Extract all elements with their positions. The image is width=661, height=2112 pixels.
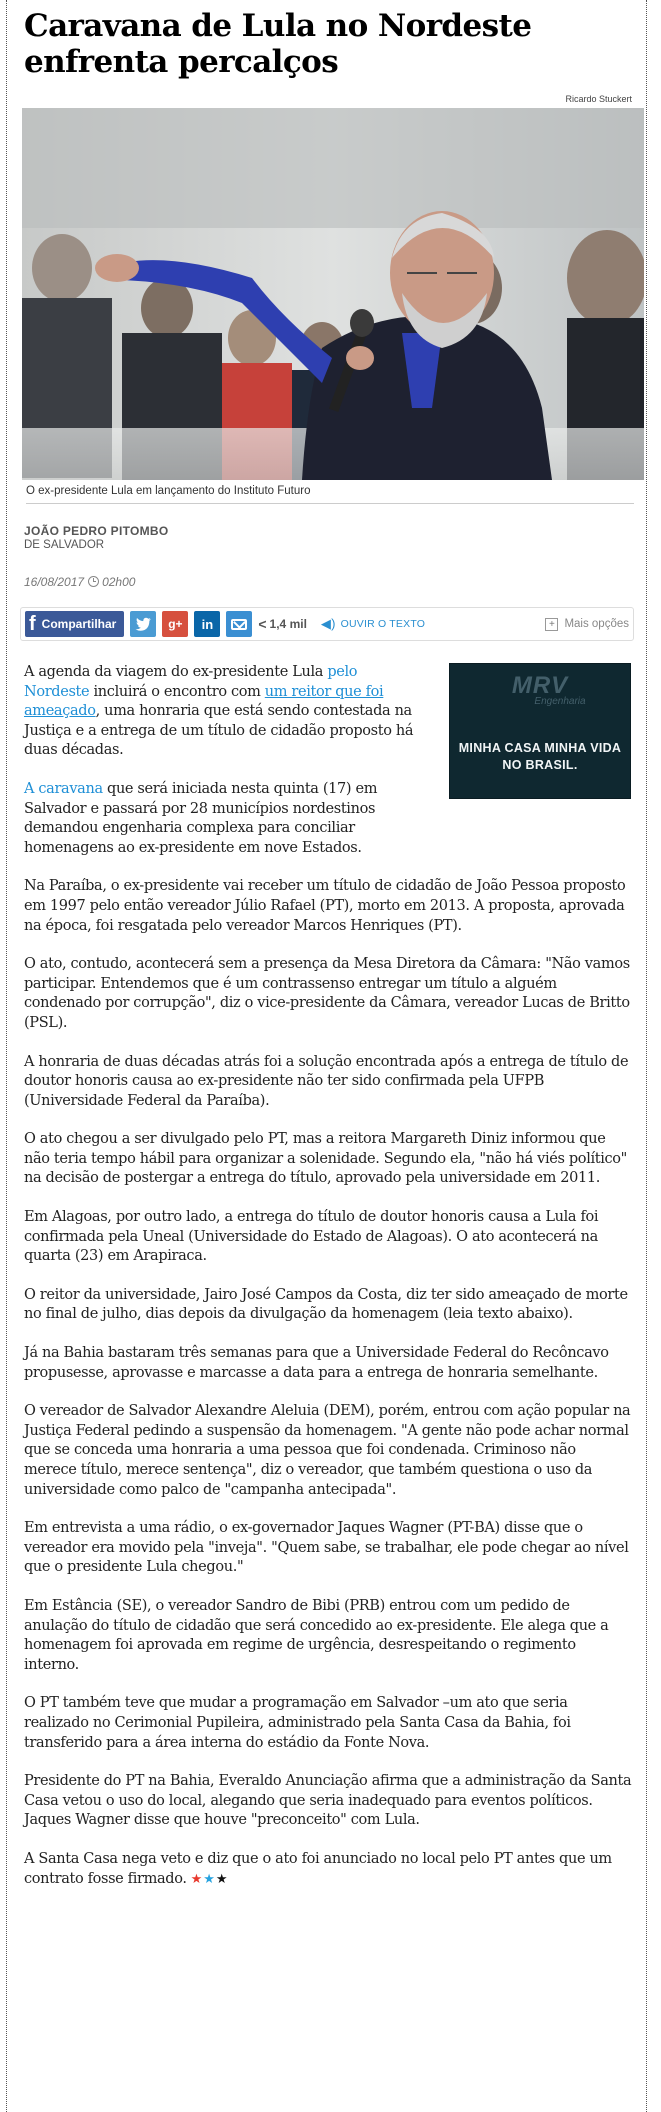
last-paragraph-text: A Santa Casa nega veto e diz que o ato foi anunciado no local pelo PT antes que um contrato fosse firmado. [24,1850,612,1887]
photo-illustration [22,108,644,480]
article-paragraph: Em entrevista a uma rádio, o ex-governador Jaques Wagner (PT-BA) disse que o vereador era movido pela "inveja". "Quem sabe, se trabalhar, ele pode chegar ao nível que o presidente Lula chegou." [24,1520,629,1576]
email-share-button[interactable] [226,611,252,637]
article-paragraph: O ato chegou a ser divulgado pelo PT, mas a reitora Margareth Diniz informou que não teria tempo hábil para organizar a solenidade. Segundo ela, "não há viés político" na decisão de postergar a entrega do título, aprovado pela universidade em 2011. [24,1131,628,1187]
link-a-caravana[interactable]: A caravana [24,780,103,797]
link-pelo-nordeste[interactable]: pelo Nordeste [24,664,358,700]
photo-caption: O ex-presidente Lula em lançamento do Instituto Futuro [26,485,634,504]
headline: Caravana de Lula no Nordeste enfrenta percalços [24,8,532,80]
article-paragraph: O reitor da universidade, Jairo José Campos da Costa, diz ter sido ameaçado de morte no final de julho, dias depois da divulgação da homenagem (leia texto abaixo). [24,1286,628,1323]
article-paragraph: A honraria de duas décadas atrás foi a solução encontrada após a entrega de título de doutor honoris causa ao ex-presidente não ter sido confirmada pela UFPB (Universidade Federal da Paraíba). [24,1053,629,1109]
paragraph-text: que será iniciada nesta quinta (17) em Salvador e passará por 28 municípios nordestinos demandou engenharia complexa para conciliar homenagens ao ex-presidente em nove Estados. [24,780,378,856]
twitter-share-button[interactable] [130,611,156,637]
facebook-share-button[interactable] [25,611,124,637]
ad-logo: MRV [511,672,569,699]
share-count-value: 1,4 mil [269,617,307,631]
plus-icon: + [545,618,558,631]
share-icon: < [258,616,267,632]
article-body [24,663,632,1889]
speaker-icon: ◀) [320,616,336,631]
google-plus-share-button[interactable] [162,611,188,637]
article-paragraph [24,780,424,858]
link-reitor-ameacado[interactable]: um reitor que foi ameaçado [24,683,384,720]
article-paragraph: O vereador de Salvador Alexandre Aleluia (DEM), porém, entrou com ação popular na Justiça Federal pedindo a suspensão da homenagem. "A gente não pode achar normal que se conceda uma honraria a uma pessoa que foi condenada. Criminoso não merece título, merece sentença", diz o vereador, que também questiona o uso da universidade como palco de "campanha antecipada". [24,1403,631,1498]
article-paragraph [24,663,424,761]
publish-datetime [24,575,632,589]
author-name[interactable]: JOÃO PEDRO PITOMBO [24,524,169,538]
article-photo [22,108,644,480]
star-blue-icon: ★ [203,1871,216,1887]
article-paragraph: Já na Bahia bastaram três semanas para que a Universidade Federal do Recôncavo propusesse, aprovasse e marcasse a data para a entrega de honraria semelhante. [24,1345,609,1381]
star-red-icon: ★ [190,1871,204,1887]
article-paragraph [24,1850,632,1889]
google-plus-icon: g+ [168,617,183,631]
twitter-icon [135,617,151,631]
article-page [6,0,647,2112]
article-paragraph: O PT também teve que mudar a programação em Salvador –um ato que seria realizado no Cerimonial Pupileira, administrado pela Santa Casa da Bahia, foi transferido para a área interna do estádio da Fonte Nova. [24,1695,571,1751]
byline [24,524,632,551]
paragraph-text: , uma honraria que está sendo contestada na Justiça e a entrega de um título de cidadão proposto há duas décadas. [24,703,414,759]
article-paragraph: Presidente do PT na Bahia, Everaldo Anunciação afirma que a administração da Santa Casa vetou o uso do local, alegando que seria inadequado para eventos políticos. Jaques Wagner disse que houve "preconceito" com Lula. [24,1773,632,1829]
share-bar [20,607,634,641]
photo-credit: Ricardo Stuckert [565,94,632,104]
paragraph-text: A agenda da viagem do ex-presidente Lula [24,664,328,680]
publish-time: 02h00 [102,575,136,589]
facebook-icon: f [29,612,36,635]
facebook-share-label: Compartilhar [41,617,117,631]
listen-button[interactable] [321,616,425,632]
linkedin-share-button[interactable] [194,611,220,637]
article-paragraph: Na Paraíba, o ex-presidente vai receber um título de cidadão de João Pessoa proposto em 1997 pelo então vereador Júlio Rafael (PT), morto em 2013. A proposta, aprovada na época, foi resgatada pelo vereador Marcos Henriques (PT). [24,878,626,934]
star-black-icon: ★ [215,1871,229,1887]
article-paragraph: Em Estância (SE), o vereador Sandro de Bibi (PRB) entrou com um pedido de anulação do título de cidadão que será concedido ao ex-presidente. Ele alega que a homenagem foi aprovada em regime de urgência, desrespeitando o regimento interno. [24,1597,609,1673]
share-count [258,616,307,632]
end-mark-stars [191,1872,229,1887]
more-options-label: Mais opções [564,618,629,630]
listen-label: OUVIR O TEXTO [340,618,426,630]
ad-logo-subtitle: Engenharia [534,696,586,707]
linkedin-icon: in [201,616,214,632]
paragraph-text: incluirá o encontro com [89,683,265,700]
author-location: DE SALVADOR [24,539,105,551]
publish-date: 16/08/2017 [24,575,85,589]
article-paragraph: Em Alagoas, por outro lado, a entrega do título de doutor honoris causa a Lula foi confirmada pela Uneal (Universidade do Estado de Alagoas). O ato acontecerá na quarta (23) em Arapiraca. [24,1209,599,1265]
advertisement[interactable] [449,663,631,799]
clock-icon [88,576,99,587]
more-options-button[interactable] [545,618,629,631]
email-icon [231,619,247,630]
article-paragraph: O ato, contudo, acontecerá sem a presença da Mesa Diretora da Câmara: "Não vamos participar. Entendemos que é um contrassenso entregar um título a alguém condenado por corrupção", diz o vice-presidente da Câmara, vereador Lucas de Britto (PSL). [24,956,630,1031]
ad-text: MINHA CASA MINHA VIDA NO BRASIL. [458,741,622,772]
